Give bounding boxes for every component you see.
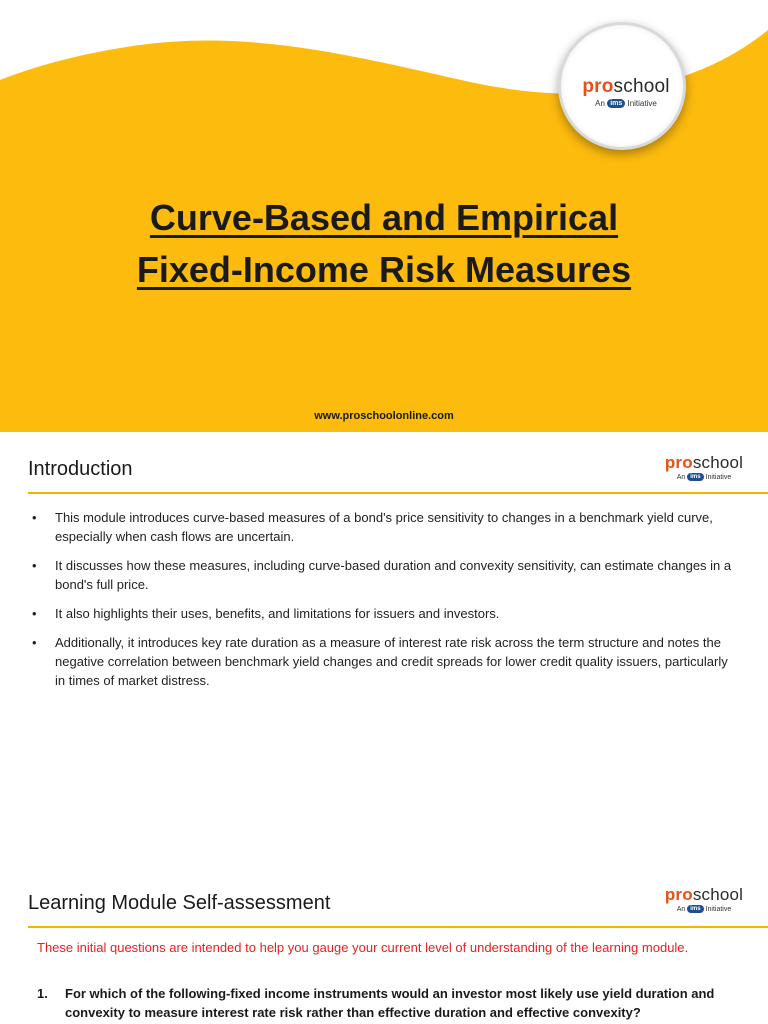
logo-pro-text: pro — [664, 885, 693, 904]
bullet-text: It also highlights their uses, benefits, and limitations for issuers and investors. — [55, 606, 500, 621]
cover-title — [0, 192, 768, 296]
intro-slide-title: Introduction — [28, 458, 133, 480]
cover-website-url: www.proschoolonline.com — [314, 410, 454, 422]
proschool-logo — [571, 77, 681, 109]
logo-tag-suffix: Initiative — [705, 906, 732, 913]
ims-badge-icon: ims — [607, 99, 625, 108]
list-item — [32, 508, 738, 546]
bullet-icon: • — [32, 606, 37, 621]
bullet-text: This module introduces curve-based measures of a bond's price sensitivity to changes in a benchmark yield curve, especially when cash flows are uncertain. — [55, 510, 713, 544]
ims-badge-icon: ims — [687, 473, 703, 481]
list-item — [32, 556, 738, 594]
bullet-text: It discusses how these measures, including curve-based duration and convexity sensitivity, can estimate changes in a bond's full price. — [55, 558, 732, 592]
cover-slide — [0, 0, 768, 432]
logo-school-text: school — [692, 453, 744, 472]
logo-tag-prefix: An — [595, 99, 605, 108]
bullet-icon: • — [32, 635, 37, 650]
intro-bullet-list — [32, 508, 738, 700]
logo-pro-text: pro — [664, 453, 693, 472]
bullet-text: Additionally, it introduces key rate duration as a measure of interest rate risk across the term structure and notes the negative correlation between benchmark yield changes and credit spreads for lower credit quality issuers, particularly in times of market distress. — [55, 635, 728, 688]
self-assessment-slide — [0, 864, 768, 1024]
logo-pro-text: pro — [582, 76, 614, 97]
cover-title-line-2: Fixed-Income Risk Measures — [136, 249, 632, 290]
title-divider — [28, 492, 768, 494]
logo-tag-suffix: Initiative — [705, 474, 732, 481]
assessment-proschool-logo — [652, 886, 756, 914]
assessment-slide-title: Learning Module Self-assessment — [28, 892, 331, 914]
cover-title-line-1: Curve-Based and Empirical — [149, 197, 619, 238]
logo-school-text: school — [613, 76, 670, 97]
assessment-intro-text: These initial questions are intended to help you gauge your current level of understanding of the learning module. — [37, 940, 689, 955]
bullet-icon: • — [32, 558, 37, 573]
question-number: 1. — [37, 986, 48, 1001]
logo-school-text: school — [692, 885, 744, 904]
introduction-slide — [0, 432, 768, 864]
ims-badge-icon: ims — [687, 905, 703, 913]
intro-proschool-logo — [652, 454, 756, 482]
list-item — [32, 604, 738, 623]
list-item — [32, 633, 738, 690]
proschool-logo-badge — [558, 22, 686, 150]
title-divider — [28, 926, 768, 928]
assessment-question-1 — [37, 984, 749, 1022]
logo-tag-prefix: An — [676, 906, 686, 913]
question-text: For which of the following-fixed income instruments would an investor most likely use yield duration and convexity to measure interest rate risk rather than effective duration and effective convexity? — [65, 986, 715, 1020]
bullet-icon: • — [32, 510, 37, 525]
logo-tag-prefix: An — [676, 474, 686, 481]
logo-tag-suffix: Initiative — [627, 99, 657, 108]
